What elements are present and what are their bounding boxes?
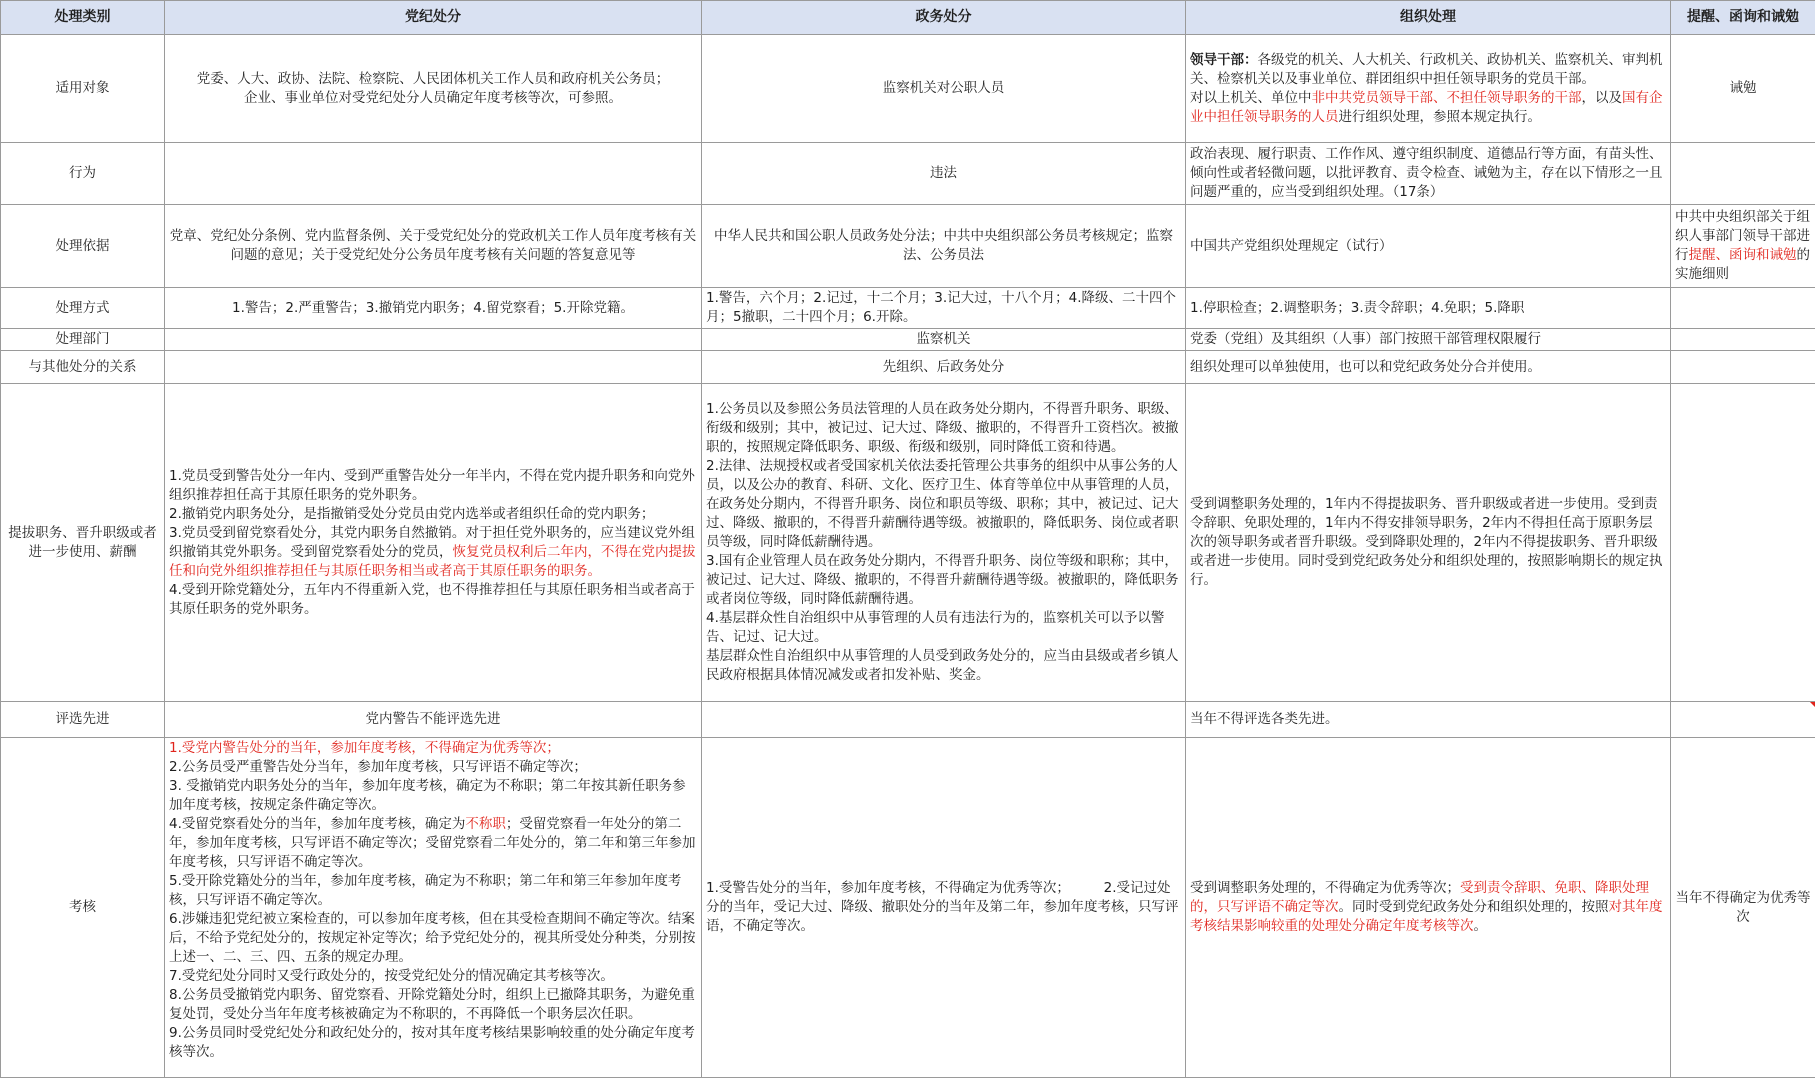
text-line: 1.受党内警告处分的当年，参加年度考核，不得确定为优秀等次； (169, 740, 560, 756)
cell-org: 政治表现、履行职责、工作作风、遵守组织制度、道德品行等方面，有苗头性、倾向性或者轻微问题，以批评教育、责令检查、诫勉为主，存在以下情形之一且问题严重的，应当受到组织处理。（17条） (1186, 143, 1671, 205)
cell-org: 当年不得评选各类先进。 (1186, 702, 1671, 738)
cell-remind: 诫勉 (1671, 35, 1815, 143)
cell-party: 党内警告不能评选先进 (165, 702, 702, 738)
header-organizational-handling: 组织处理 (1186, 1, 1671, 35)
cell-party (165, 35, 702, 143)
text-line: 8.公务员受撤销党内职务、留党察看、开除党籍处分时，组织上已撤降其职务，为避免重复处罚，受处分当年年度考核被确定为不称职的，不再降低一个职务层次任职。 (169, 987, 695, 1022)
cell-gov: 先组织、后政务处分 (702, 351, 1186, 384)
row-behavior (1, 143, 1815, 205)
text-line: 党委、人大、政协、法院、检察院、人民团体机关工作人员和政府机关公务员； (196, 70, 670, 87)
cell-party (165, 384, 702, 702)
text-span: 。 (1473, 918, 1487, 934)
text-line: 4.基层群众性自治组织中从事管理的人员有违法行为的，监察机关可以予以警告、记过、记大过。 (706, 610, 1165, 645)
text-line: 5.受开除党籍处分的当年，参加年度考核，确定为不称职；第二年和第三年参加年度考核，只写评语不确定等次。 (169, 873, 682, 908)
highlight-text: 提醒、函询和诫勉 (1688, 247, 1797, 263)
text-span: 进行组织处理，参照本规定执行。 (1338, 108, 1541, 125)
text-line: 2.法律、法规授权或者受国家机关依法委托管理公共事务的组织中从事公务的人员，以及公办的教育、科研、文化、医疗卫生、体育等单位中从事管理的人员，在政务处分期内，不得晋升职务、岗位和职员等级、职称；其中，被记过、记大过、降级、撤职的，不得晋升薪酬待遇等级。被撤职的，降低职务、岗位或者职员等级，同时降低薪酬待遇。 (706, 458, 1179, 550)
header-party-discipline: 党纪处分 (165, 1, 702, 35)
text-line (169, 524, 697, 581)
text-line: 1.党员受到警告处分一年内、受到严重警告处分一年半内，不得在党内提升职务和向党外组织推荐担任高于其原任职务的党外职务。 (169, 467, 695, 503)
cell-org: 1.停职检查；2.调整职务；3.责令辞职；4.免职；5.降职 (1186, 288, 1671, 329)
cell-gov (702, 384, 1186, 702)
cell-gov: 1.受警告处分的当年，参加年度考核，不得确定为优秀等次； 2.受记过处分的当年，受记大过、降级、撤职处分的当年及第二年，参加年度考核，只写评语，不确定等次。 (702, 738, 1186, 1078)
highlight-text: 受到责令辞职、免职、降职处理的，只写评语不确定等次 (1190, 880, 1649, 915)
row-category: 评选先进 (1, 702, 165, 738)
cell-party: 1.警告；2.严重警告；3.撤销党内职务；4.留党察看；5.开除党籍。 (165, 288, 702, 329)
row-department (1, 329, 1815, 351)
cell-org (1186, 35, 1671, 143)
text-line: 基层群众性自治组织中从事管理的人员受到政务处分的，应当由县级或者乡镇人民政府根据具体情况减发或者扣发补贴、奖金。 (706, 648, 1179, 683)
text-line: 2.撤销党内职务处分，是指撤销受处分党员由党内选举或者组织任命的党内职务； (169, 505, 655, 522)
row-applicable (1, 35, 1815, 143)
text-line: 4.受到开除党籍处分，五年内不得重新入党，也不得推荐担任与其原任职务相当或者高于其原任职务的党外职务。 (169, 581, 695, 617)
text-line: 1.公务员以及参照公务员法管理的人员在政务处分期内，不得晋升职务、职级、衔级和级别；其中，被记过、记大过、降级、撤职的，不得晋升工资档次。被撤职的，按照规定降低职务、职级、衔级和级别，同时降低工资和待遇。 (706, 401, 1179, 455)
text-line: 7.受党纪处分同时又受行政处分的，按受党纪处分的情况确定其考核等次。 (169, 968, 614, 984)
row-category: 处理方式 (1, 288, 165, 329)
cell-party (165, 143, 702, 205)
header-row (1, 1, 1815, 35)
text-span: ；受留党察看一年处分的第二年，参加年度考核，只写评语不确定等次；受留党察看二年处分的，第二年和第三年参加年度考核，只写评语不确定等次。 (169, 816, 696, 870)
text-span: 各级党的机关、人大机关、行政机关、政协机关、监察机关、审判机关、检察机关以及事业单位、群团组织中担任领导职务的党员干部。 (1190, 51, 1663, 87)
cell-remind (1671, 205, 1815, 288)
header-category: 处理类别 (1, 1, 165, 35)
row-evaluation (1, 702, 1815, 738)
header-reminder-inquiry: 提醒、函询和诫勉 (1671, 1, 1815, 35)
text-span: 4.受留党察看处分的当年，参加年度考核，确定为 (169, 816, 466, 832)
highlight-text: 不称职 (465, 816, 506, 832)
row-category: 考核 (1, 738, 165, 1078)
text-line: 3. 受撤销党内职务处分的当年，参加年度考核，确定为不称职；第二年按其新任职务参加年度考核，按规定条件确定等次。 (169, 778, 686, 813)
text-line (169, 815, 697, 872)
text-line (1190, 89, 1666, 127)
cell-remind (1671, 288, 1815, 329)
text-line (1190, 51, 1666, 89)
row-category: 与其他处分的关系 (1, 351, 165, 384)
row-method (1, 288, 1815, 329)
text-span: 中共中央组织部关于组织人事部门领导干部进行 (1675, 209, 1810, 263)
row-category: 适用对象 (1, 35, 165, 143)
text-span: 的实施细则 (1675, 247, 1810, 282)
text-line: 2.公务员受严重警告处分当年，参加年度考核，只写评语不确定等次； (169, 759, 587, 775)
row-category: 处理依据 (1, 205, 165, 288)
text-span: 受到调整职务处理的，不得确定为优秀等次； (1190, 880, 1460, 896)
text-span: 3.党员受到留党察看处分，其党内职务自然撤销。对于担任党外职务的，应当建议党外组织撤销其党外职务。受到留党察看处分的党员， (169, 524, 695, 560)
cell-remind (1671, 329, 1815, 351)
comment-marker-icon (1809, 702, 1815, 709)
row-category: 提拔职务、晋升职级或者进一步使用、薪酬 (1, 384, 165, 702)
row-category: 行为 (1, 143, 165, 205)
cell-org: 组织处理可以单独使用，也可以和党纪政务处分合并使用。 (1186, 351, 1671, 384)
highlight-text: 国有企业中担任领导职务的人员 (1190, 89, 1663, 125)
cell-gov: 监察机关对公职人员 (702, 35, 1186, 143)
cell-remind (1671, 384, 1815, 702)
leader-label: 领导干部： (1190, 51, 1258, 68)
text-span: 。同时受到党纪政务处分和组织处理的，按照 (1338, 899, 1609, 915)
cell-remind (1671, 702, 1815, 738)
cell-party (165, 329, 702, 351)
cell-gov: 违法 (702, 143, 1186, 205)
row-category: 处理部门 (1, 329, 165, 351)
cell-gov: 1.警告，六个月；2.记过，十二个月；3.记大过，十八个月；4.降级、二十四个月；5撤职，二十四个月；6.开除。 (702, 288, 1186, 329)
cell-org: 党委（党组）及其组织（人事）部门按照干部管理权限履行 (1186, 329, 1671, 351)
cell-org: 中国共产党组织处理规定（试行） (1186, 205, 1671, 288)
text-line: 3.国有企业管理人员在政务处分期内，不得晋升职务、岗位等级和职称；其中，被记过、记大过、降级、撤职的，不得晋升薪酬待遇等级。被撤职的，降低职务或者岗位等级，同时降低薪酬待遇。 (706, 553, 1179, 607)
text-line: 企业、事业单位对受党纪处分人员确定年度考核等次，可参照。 (244, 89, 622, 106)
cell-org (1186, 738, 1671, 1078)
row-promotion (1, 384, 1815, 702)
highlight-text: 非中共党员领导干部、不担任领导职务的干部 (1311, 89, 1582, 106)
cell-party: 党章、党纪处分条例、党内监督条例、关于受党纪处分的党政机关工作人员年度考核有关问题的意见；关于受党纪处分公务员年度考核有关问题的答复意见等 (165, 205, 702, 288)
cell-gov: 监察机关 (702, 329, 1186, 351)
text-span: ，以及 (1581, 89, 1622, 106)
cell-party (165, 351, 702, 384)
row-basis (1, 205, 1815, 288)
cell-party (165, 738, 702, 1078)
highlight-text: 恢复党员权利后二年内，不得在党内提拔任和向党外组织推荐担任与其原任职务相当或者高于其原任职务的职务。 (169, 543, 696, 579)
row-relation (1, 351, 1815, 384)
cell-gov (702, 702, 1186, 738)
text-span: 对以上机关、单位中 (1190, 89, 1312, 106)
cell-gov: 中华人民共和国公职人员政务处分法；中共中央组织部公务员考核规定；监察法、公务员法 (702, 205, 1186, 288)
highlight-text: 对其年度考核结果影响较重的处理处分确定年度考核等次 (1190, 899, 1663, 934)
cell-remind: 当年不得确定为优秀等次 (1671, 738, 1815, 1078)
header-government-sanction: 政务处分 (702, 1, 1186, 35)
cell-remind (1671, 143, 1815, 205)
row-assessment (1, 738, 1815, 1078)
cell-remind (1671, 351, 1815, 384)
text-line: 9.公务员同时受党纪处分和政纪处分的，按对其年度考核结果影响较重的处分确定年度考核等次。 (169, 1025, 695, 1060)
cell-org: 受到调整职务处理的，1年内不得提拔职务、晋升职级或者进一步使用。受到责令辞职、免职处理的，1年内不得安排领导职务，2年内不得担任高于原职务层次的领导职务或者晋升职级。受到降职处理的，2年内不得提拔职务、晋升职级或者进一步使用。同时受到党纪政务处分和组织处理的，按照影响期长的规定执行。 (1186, 384, 1671, 702)
text-line: 6.涉嫌违犯党纪被立案检查的，可以参加年度考核，但在其受检查期间不确定等次。结案后，不给予党纪处分的，按规定补定等次；给予党纪处分的，视其所受处分种类，分别按上述一、二、三、四、五条的规定办理。 (169, 911, 696, 965)
